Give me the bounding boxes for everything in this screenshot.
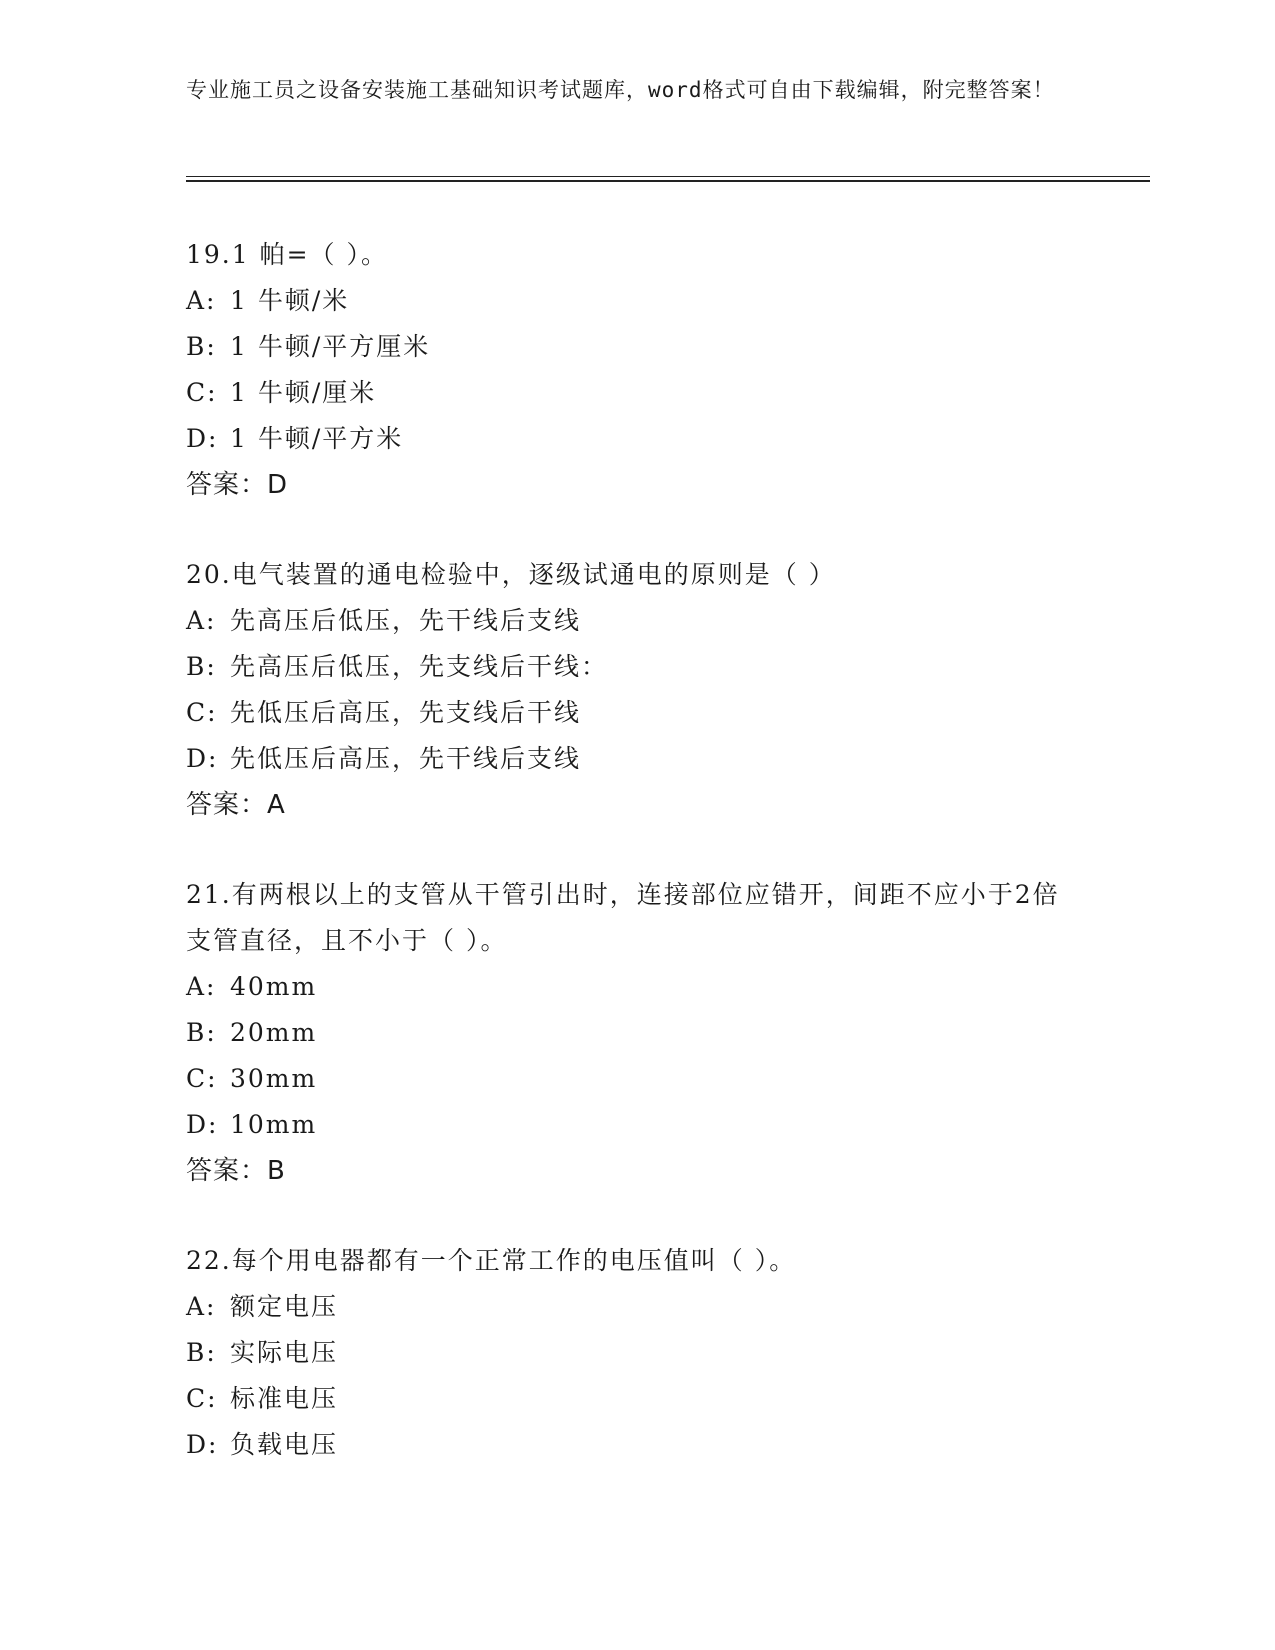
option-letter: A: bbox=[186, 972, 217, 1001]
option-letter: D: bbox=[186, 744, 219, 773]
question-21 bbox=[186, 872, 1086, 1194]
question-19 bbox=[186, 232, 1086, 508]
option-text: 20mm bbox=[230, 1018, 318, 1047]
option-letter: C: bbox=[186, 378, 218, 407]
option-text: 先低压后高压，先干线后支线 bbox=[230, 744, 582, 773]
option-c bbox=[186, 690, 1086, 736]
option-letter: B: bbox=[186, 1338, 217, 1367]
answer-line: 答案：B bbox=[186, 1156, 286, 1186]
option-text: 40mm bbox=[230, 972, 318, 1001]
answer-line: 答案：A bbox=[186, 790, 286, 820]
option-letter: C: bbox=[186, 1384, 218, 1413]
option-b bbox=[186, 324, 1086, 370]
document-header bbox=[186, 74, 1086, 106]
option-text: 1 牛顿/平方米 bbox=[230, 424, 404, 453]
option-d bbox=[186, 1422, 1086, 1468]
option-text: 先低压后高压，先支线后干线 bbox=[230, 698, 582, 727]
option-b bbox=[186, 1010, 1086, 1056]
question-text: 20.电气装置的通电检验中，逐级试通电的原则是（ ） bbox=[186, 560, 836, 589]
option-text: 30mm bbox=[230, 1064, 318, 1093]
option-text: 负载电压 bbox=[230, 1430, 339, 1459]
option-text: 1 牛顿/平方厘米 bbox=[230, 332, 431, 361]
option-letter: D: bbox=[186, 424, 219, 453]
option-a bbox=[186, 1284, 1086, 1330]
option-text: 1 牛顿/厘米 bbox=[230, 378, 377, 407]
option-letter: C: bbox=[186, 1064, 218, 1093]
option-b bbox=[186, 1330, 1086, 1376]
option-letter: C: bbox=[186, 698, 218, 727]
question-22 bbox=[186, 1238, 1086, 1468]
option-text: 10mm bbox=[230, 1110, 318, 1139]
option-letter: B: bbox=[186, 332, 217, 361]
option-d bbox=[186, 736, 1086, 782]
answer-line: 答案：D bbox=[186, 470, 289, 500]
option-letter: A: bbox=[186, 286, 217, 315]
question-text: 22.每个用电器都有一个正常工作的电压值叫（ ）。 bbox=[186, 1246, 797, 1275]
option-letter: D: bbox=[186, 1430, 219, 1459]
option-c bbox=[186, 1376, 1086, 1422]
question-text: 21.有两根以上的支管从干管引出时，连接部位应错开，间距不应小于2倍支管直径，且不小于（ ）。 bbox=[186, 880, 1060, 955]
option-b bbox=[186, 644, 1086, 690]
option-letter: A: bbox=[186, 1292, 217, 1321]
option-text: 实际电压 bbox=[230, 1338, 339, 1367]
option-text: 先高压后低压，先干线后支线 bbox=[230, 606, 582, 635]
option-letter: B: bbox=[186, 652, 217, 681]
option-a bbox=[186, 278, 1086, 324]
header-divider-thick bbox=[186, 180, 1150, 182]
option-a bbox=[186, 598, 1086, 644]
option-letter: A: bbox=[186, 606, 217, 635]
option-letter: B: bbox=[186, 1018, 217, 1047]
option-text: 先高压后低压，先支线后干线： bbox=[230, 652, 609, 681]
option-text: 额定电压 bbox=[230, 1292, 339, 1321]
option-a bbox=[186, 964, 1086, 1010]
option-d bbox=[186, 1102, 1086, 1148]
option-c bbox=[186, 370, 1086, 416]
option-letter: D: bbox=[186, 1110, 219, 1139]
header-divider-thin bbox=[186, 176, 1150, 177]
option-c bbox=[186, 1056, 1086, 1102]
header-title: 专业施工员之设备安装施工基础知识考试题库，word格式可自由下载编辑，附完整答案！ bbox=[186, 78, 1055, 102]
option-d bbox=[186, 416, 1086, 462]
option-text: 1 牛顿/米 bbox=[230, 286, 350, 315]
option-text: 标准电压 bbox=[230, 1384, 339, 1413]
question-20 bbox=[186, 552, 1086, 828]
question-text: 19.1 帕=（ ）。 bbox=[186, 240, 389, 269]
